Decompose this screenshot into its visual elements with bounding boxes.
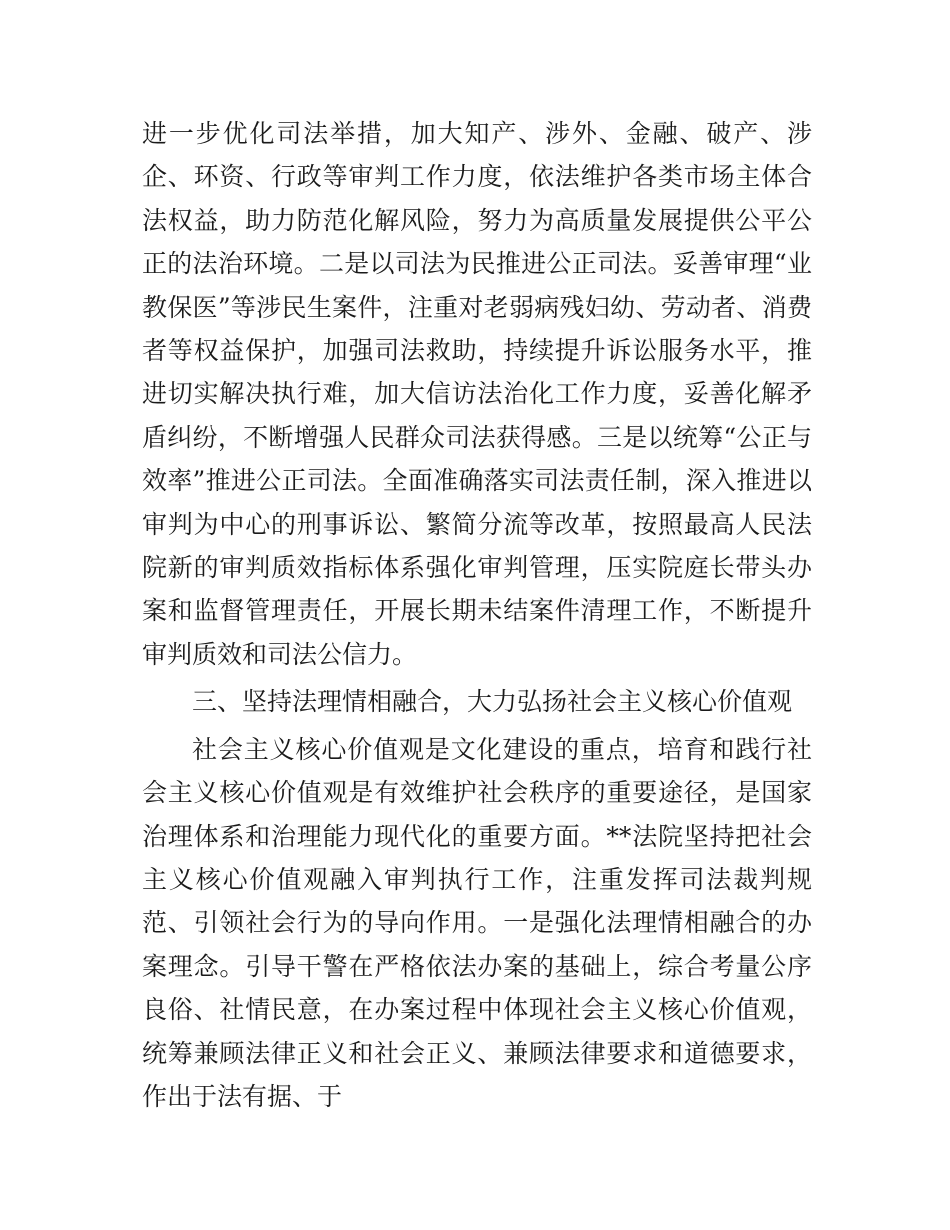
paragraph-continued: 进一步优化司法举措，加大知产、涉外、金融、破产、涉企、环资、行政等审判工作力度，依法维护各类市场主体合法权益，助力防范化解风险，努力为高质量发展提供公平公正的法治环境。二是以司法为民推进公正司法。妥善审理“业教保医”等涉民生案件，注重对老弱病残妇幼、劳动者、消费者等权益保护，加强司法救助，持续提升诉讼服务水平，推进切实解决执行难，加大信访法治化工作力度，妥善化解矛盾纠纷，不断增强人民群众司法获得感。三是以统筹“公正与效率”推进公正司法。全面准确落实司法责任制，深入推进以审判为中心的刑事诉讼、繁简分流等改革，按照最高人民法院新的审判质效指标体系强化审判管理，压实院庭长带头办案和监督管理责任，开展长期未结案件清理工作，不断提升审判质效和司法公信力。	[142, 119, 812, 669]
paragraph-section-3: 社会主义核心价值观是文化建设的重点，培育和践行社会主义核心价值观是有效维护社会秩序的重要途径，是国家治理体系和治理能力现代化的重要方面。**法院坚持把社会主义核心价值观融入审判执行工作，注重发挥司法裁判规范、引领社会行为的导向作用。一是强化法理情相融合的办案理念。引导干警在严格依法办案的基础上，综合考量公序良俗、社情民意，在办案过程中体现社会主义核心价值观，统筹兼顾法律正义和社会正义、兼顾法律要求和道德要求，作出于法有据、于	[142, 734, 812, 1111]
section-heading: 三、坚持法理情相融合，大力弘扬社会主义核心价值观	[192, 687, 793, 717]
document-body	[142, 112, 812, 1118]
